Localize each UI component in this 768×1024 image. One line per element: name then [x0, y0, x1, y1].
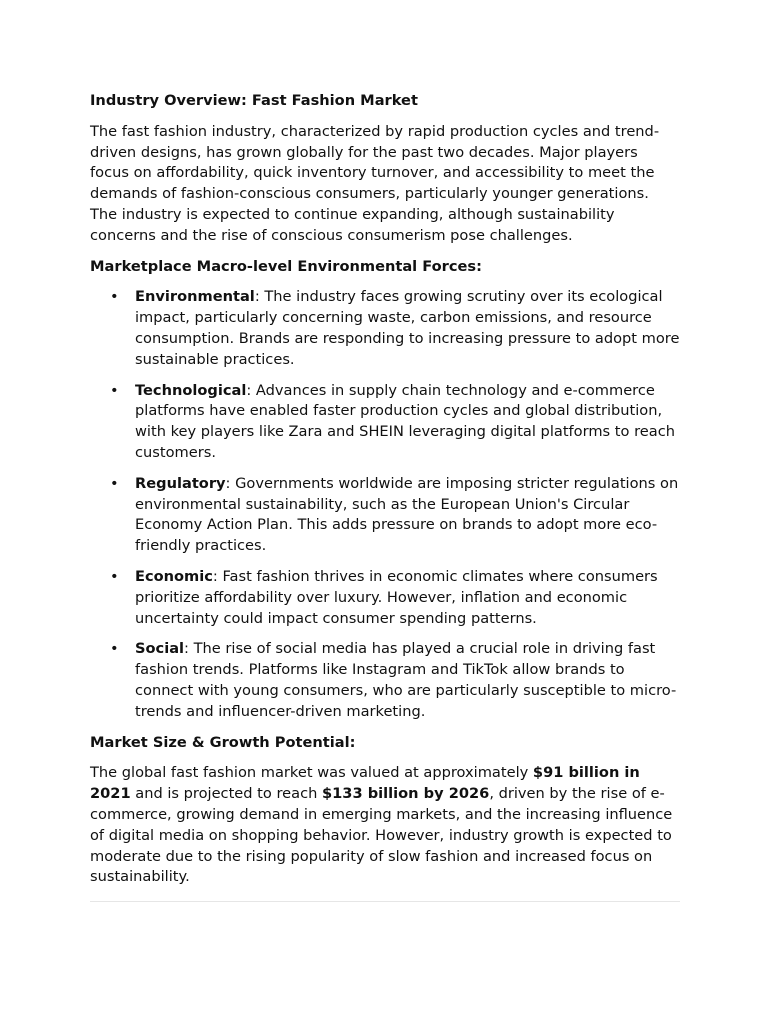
market-text-part: The global fast fashion market was valued at approximately — [90, 764, 533, 782]
list-item — [90, 287, 680, 370]
market-heading: Market Size & Growth Potential: — [90, 733, 356, 751]
market-paragraph — [90, 763, 680, 888]
bullet-icon: • — [110, 640, 119, 658]
bullet-icon: • — [110, 474, 119, 492]
bullet-icon: • — [110, 288, 119, 306]
list-item — [90, 381, 680, 464]
force-description: : Advances in supply chain technology and e-commerce platforms have enabled faster production cycles and global distribution, with key players like Zara and SHEIN leveraging digital platforms to reach customers. — [135, 381, 675, 461]
market-value-2021: $91 billion in 2021 — [90, 764, 640, 803]
bullet-icon: • — [110, 381, 119, 399]
forces-heading: Marketplace Macro-level Environmental Forces: — [90, 257, 482, 275]
force-description: : Governments worldwide are imposing stricter regulations on environmental sustainability, such as the European Union's Circular Economy Action Plan. This adds pressure on brands to adopt more eco-friendly practices. — [135, 474, 679, 555]
list-item — [90, 567, 680, 629]
intro-paragraph: The fast fashion industry, characterized by rapid production cycles and trend-driven designs, has grown globally for the past two decades. Major players focus on affordability, quick inventory turnover, and accessibility to meet the demands of fashion-conscious consumers, particularly younger generations. The industry is expected to continue expanding, although sustainability concerns and the rise of conscious consumerism pose challenges. — [90, 122, 660, 244]
force-term: Regulatory — [135, 474, 226, 492]
bullet-icon: • — [110, 567, 119, 585]
market-text-part: and is projected to reach — [130, 785, 322, 803]
force-term: Environmental — [135, 288, 255, 306]
market-text-part: , driven by the rise of e-commerce, growing demand in emerging markets, and the increasing influence of digital media on shopping behavior. However, industry growth is expected to moderate due to the rising popularity of slow fashion and increased focus on sustainability. — [90, 785, 673, 886]
force-description: : The industry faces growing scrutiny over its ecological impact, particularly concerning waste, carbon emissions, and resource consumption. Brands are responding to increasing pressure to adopt more sustainable practices. — [135, 288, 680, 368]
force-description: : Fast fashion thrives in economic climates where consumers prioritize affordability over luxury. However, inflation and economic uncertainty could impact consumer spending patterns. — [135, 567, 658, 627]
section-divider — [90, 901, 680, 902]
force-term: Technological — [135, 381, 247, 399]
force-term: Economic — [135, 567, 213, 585]
list-item — [90, 474, 680, 557]
forces-list — [90, 287, 680, 722]
market-value-2026: $133 billion by 2026 — [322, 785, 490, 803]
document-page — [90, 91, 680, 902]
document-title: Industry Overview: Fast Fashion Market — [90, 92, 418, 109]
force-description: : The rise of social media has played a crucial role in driving fast fashion trends. Platforms like Instagram and TikTok allow brands to connect with young consumers, who are particularly susceptible to micro-trends and influencer-driven marketing. — [135, 640, 677, 720]
force-term: Social — [135, 640, 185, 658]
list-item — [90, 639, 680, 722]
